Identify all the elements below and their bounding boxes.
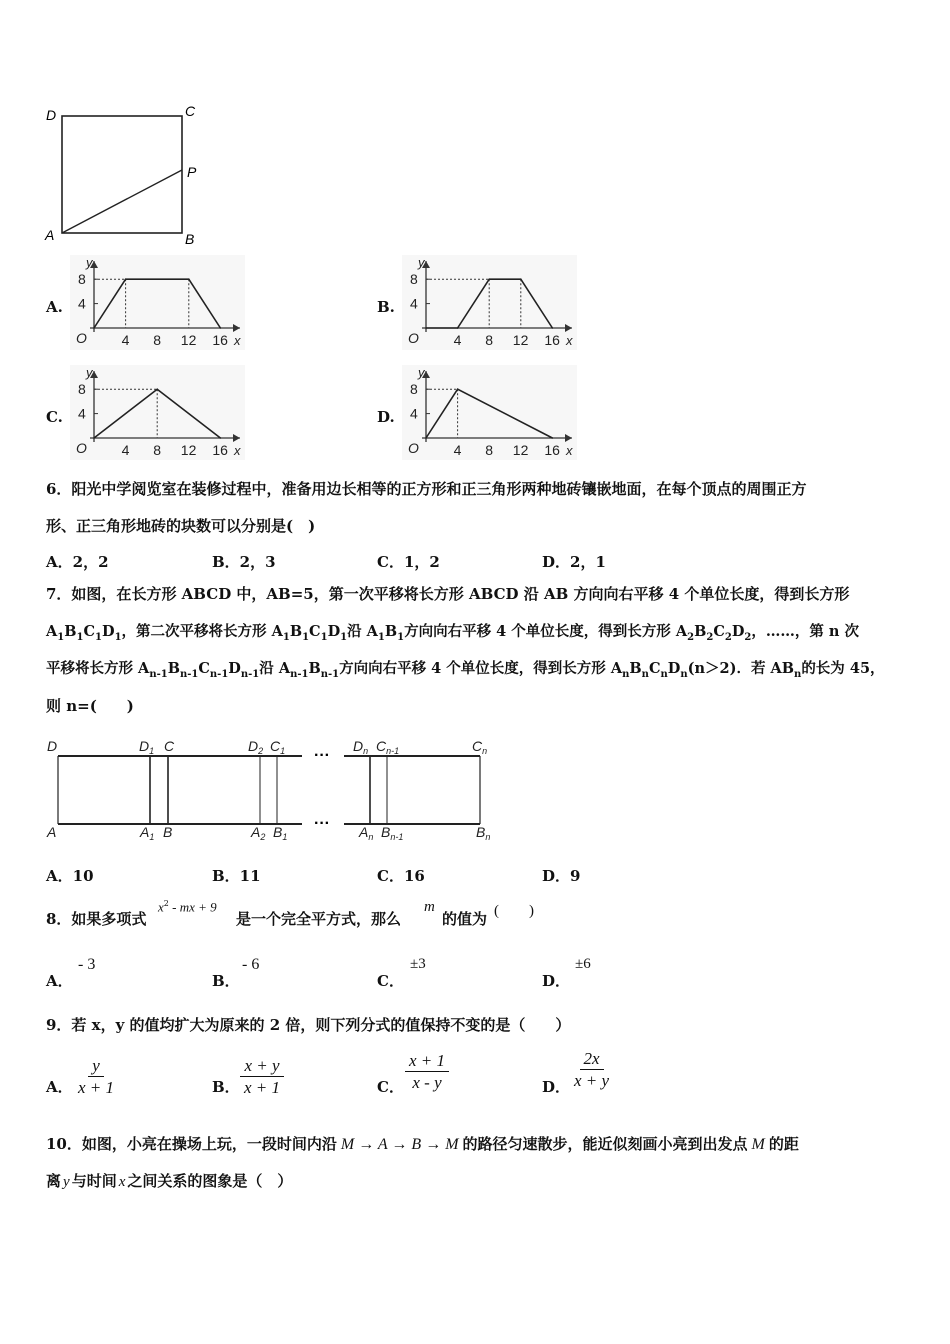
x-tick-label: 8 bbox=[153, 332, 161, 348]
fraction-denominator: x + 1 bbox=[244, 1078, 281, 1097]
fraction-denominator: x + y bbox=[574, 1071, 610, 1090]
dots-bottom: ··· bbox=[314, 815, 330, 832]
q9-text: 9．若 x，y 的值均扩大为原来的 2 倍，则下列分式的值保持不变的是（ ） bbox=[46, 1016, 571, 1034]
y-axis-label: y bbox=[418, 365, 425, 380]
q7-option-a[interactable]: A．10 bbox=[46, 867, 94, 885]
fig-label-a2: $A_2$ bbox=[251, 824, 266, 842]
data-point bbox=[125, 278, 127, 280]
q5-option-d-label[interactable]: D. bbox=[377, 408, 395, 426]
data-point bbox=[425, 437, 427, 439]
q6-text-line2: 形、正三角形地砖的块数可以分别是( ) bbox=[46, 517, 316, 535]
origin-label: O bbox=[76, 440, 87, 456]
fraction-numerator: y bbox=[88, 1055, 104, 1077]
fig-label-dn: $D_n$ bbox=[353, 738, 369, 756]
q8-option-a-value[interactable]: - 3 bbox=[78, 956, 96, 973]
data-point bbox=[156, 388, 158, 390]
fig-label-a: A bbox=[47, 824, 57, 840]
q9-option-a-label[interactable]: A． bbox=[46, 1078, 73, 1096]
q10-line1: 10．如图，小亮在操场上玩，一段时间内沿 M → A → B → M 的路径匀速散步，能近似刻画小亮到出发点 M 的距 bbox=[46, 1135, 799, 1153]
label-b: B bbox=[185, 231, 195, 247]
fig-label-an: $A_n$ bbox=[359, 824, 374, 842]
fig-label-cn1: $C_{n-1}$ bbox=[376, 738, 400, 756]
q8-prefix: 8．如果多项式 bbox=[46, 910, 147, 928]
fig-label-c: C bbox=[164, 738, 175, 754]
data-point bbox=[93, 437, 95, 439]
x-tick-label: 12 bbox=[180, 332, 197, 348]
x-tick-label: 16 bbox=[212, 442, 228, 458]
q10-line2: 离 y 与时间 x 之间关系的图象是（ ） bbox=[46, 1172, 293, 1190]
q5-option-a-label[interactable]: A. bbox=[46, 298, 63, 316]
data-point bbox=[552, 327, 554, 329]
x-tick-label: 8 bbox=[485, 442, 493, 458]
x-tick-label: 16 bbox=[544, 442, 560, 458]
y-tick-label: 8 bbox=[78, 271, 86, 288]
q8-option-c-value[interactable]: ±3 bbox=[410, 956, 426, 972]
q9-option-a-fraction[interactable] bbox=[74, 1055, 118, 1098]
fig-label-d: D bbox=[47, 738, 58, 754]
q7-text-line3: 平移将长方形 $A_{n-1}B_{n-1}C_{n-1}D_{n-1}$沿 $A_{n-1}B_{n-1}$方向向右平移 4 个单位长度，得到长方形 $A_nB_nC_nD_n(n>2)$．若 $AB_n$的长为 45， bbox=[46, 660, 885, 680]
origin-label: O bbox=[76, 330, 87, 346]
q7-figure bbox=[40, 735, 510, 847]
x-tick-label: 12 bbox=[512, 332, 529, 348]
fraction-numerator: x + 1 bbox=[405, 1050, 449, 1072]
label-a: A bbox=[45, 227, 55, 243]
y-axis-label: y bbox=[86, 255, 93, 270]
data-point bbox=[220, 327, 222, 329]
q5-graph-b[interactable] bbox=[402, 255, 577, 350]
dots-top: ··· bbox=[314, 747, 330, 764]
q5-option-c-label[interactable]: C. bbox=[46, 408, 63, 426]
x-tick-label: 8 bbox=[485, 332, 493, 348]
fig-label-d2: $D_2$ bbox=[248, 738, 264, 756]
y-tick-label: 4 bbox=[78, 405, 86, 422]
origin-label: O bbox=[408, 440, 419, 456]
fig-label-b1: $B_1$ bbox=[273, 824, 288, 842]
square-outline bbox=[62, 116, 182, 233]
x-tick-label: 4 bbox=[453, 332, 462, 348]
q8-option-d-value[interactable]: ±6 bbox=[575, 956, 591, 972]
data-point bbox=[488, 278, 490, 280]
data-point bbox=[457, 327, 459, 329]
q5-graph-c[interactable] bbox=[70, 365, 245, 460]
square-figure bbox=[40, 100, 210, 250]
data-point bbox=[188, 278, 190, 280]
q6-option-d[interactable]: D．2，1 bbox=[542, 553, 606, 571]
q7-figure-svg bbox=[40, 735, 510, 847]
y-tick-label: 8 bbox=[410, 381, 418, 398]
origin-label: O bbox=[408, 330, 419, 346]
data-point bbox=[520, 278, 522, 280]
q7-text-line2: $A_1B_1C_1D_1$，第二次平移将长方形 $A_1B_1C_1D_1$沿 $A_1B_1$方向向右平移 4 个单位长度，得到长方形 $A_2B_2C_2D_2$，……，第 n 次 bbox=[46, 623, 860, 643]
data-point bbox=[552, 437, 554, 439]
q5-option-b-label[interactable]: B. bbox=[377, 298, 395, 316]
q6-option-b[interactable]: B．2，3 bbox=[212, 553, 276, 571]
fig-label-a1: $A_1$ bbox=[140, 824, 155, 842]
q6-option-c[interactable]: C．1，2 bbox=[377, 553, 440, 571]
x-axis-label: x bbox=[566, 443, 573, 458]
label-p: P bbox=[187, 164, 197, 180]
q6-option-a[interactable]: A．2，2 bbox=[46, 553, 109, 571]
fraction-numerator: x + y bbox=[240, 1055, 283, 1077]
fig-label-b: B bbox=[163, 824, 173, 840]
data-point bbox=[220, 437, 222, 439]
label-d: D bbox=[46, 107, 57, 123]
fraction-denominator: x + 1 bbox=[78, 1078, 115, 1097]
square-figure-svg bbox=[40, 100, 210, 250]
q9-option-c-label[interactable]: C． bbox=[377, 1078, 404, 1096]
q8-polynomial: $x^2$ - mx + 9 bbox=[158, 899, 217, 915]
x-tick-label: 16 bbox=[544, 332, 560, 348]
q7-text-line4: 则 n=( ) bbox=[46, 697, 134, 715]
y-tick-label: 4 bbox=[410, 405, 418, 422]
fig-label-c1: $C_1$ bbox=[270, 738, 286, 756]
q7-text-line1: 7．如图，在长方形 ABCD 中，AB=5，第一次平移将长方形 ABCD 沿 AB 方向向右平移 4 个单位长度，得到长方形 bbox=[46, 585, 850, 603]
fig-label-bn: $B_n$ bbox=[476, 824, 491, 842]
q6-text-line1: 6．阳光中学阅览室在装修过程中，准备用边长相等的正方形和正三角形两种地砖镶嵌地面，在每个顶点的周围正方 bbox=[46, 480, 807, 498]
q7-option-d[interactable]: D．9 bbox=[542, 867, 581, 885]
fig-label-cn: $C_n$ bbox=[472, 738, 488, 756]
q9-option-d-fraction[interactable] bbox=[570, 1048, 613, 1091]
q9-option-b-label[interactable]: B． bbox=[212, 1078, 240, 1096]
x-tick-label: 4 bbox=[121, 442, 130, 458]
y-axis-label: y bbox=[418, 255, 425, 270]
x-tick-label: 12 bbox=[180, 442, 197, 458]
y-tick-label: 8 bbox=[78, 381, 86, 398]
y-tick-label: 4 bbox=[410, 295, 418, 312]
q7-option-b[interactable]: B．11 bbox=[212, 867, 261, 885]
y-tick-label: 8 bbox=[410, 271, 418, 288]
x-axis-label: x bbox=[566, 333, 573, 348]
x-axis-label: x bbox=[234, 333, 241, 348]
segment-ap bbox=[62, 170, 182, 233]
data-point bbox=[425, 327, 427, 329]
q8-option-b-value[interactable]: - 6 bbox=[242, 956, 260, 973]
q8-option-b-label[interactable]: B． bbox=[212, 972, 240, 990]
x-axis-label: x bbox=[234, 443, 241, 458]
x-tick-label: 8 bbox=[153, 442, 161, 458]
q8-option-d-label[interactable]: D． bbox=[542, 972, 571, 990]
fraction-numerator: 2x bbox=[580, 1048, 604, 1070]
x-tick-label: 4 bbox=[453, 442, 462, 458]
fig-label-bn1: $B_{n-1}$ bbox=[381, 824, 404, 842]
q9-option-d-label[interactable]: D． bbox=[542, 1078, 571, 1096]
q8-option-c-label[interactable]: C． bbox=[377, 972, 404, 990]
q9-option-c-fraction[interactable] bbox=[405, 1050, 449, 1093]
x-tick-label: 16 bbox=[212, 332, 228, 348]
fraction-denominator: x - y bbox=[412, 1073, 442, 1092]
q5-graph-d[interactable] bbox=[402, 365, 577, 460]
q8-suffix: 的值为 bbox=[442, 910, 488, 928]
q8-option-a-label[interactable]: A． bbox=[46, 972, 73, 990]
fig-label-d1: $D_1$ bbox=[139, 738, 155, 756]
y-axis-label: y bbox=[86, 365, 93, 380]
q7-option-c[interactable]: C．16 bbox=[377, 867, 425, 885]
q5-graph-a[interactable] bbox=[70, 255, 245, 350]
data-point bbox=[93, 327, 95, 329]
data-point bbox=[457, 388, 459, 390]
x-tick-label: 4 bbox=[121, 332, 130, 348]
y-tick-label: 4 bbox=[78, 295, 86, 312]
q9-option-b-fraction[interactable] bbox=[240, 1055, 284, 1098]
label-c: C bbox=[185, 103, 196, 119]
q8-middle: 是一个完全平方式，那么 bbox=[236, 910, 402, 928]
q8-paren: ( ) bbox=[494, 903, 534, 919]
x-tick-label: 12 bbox=[512, 442, 529, 458]
q8-m: m bbox=[424, 899, 435, 915]
